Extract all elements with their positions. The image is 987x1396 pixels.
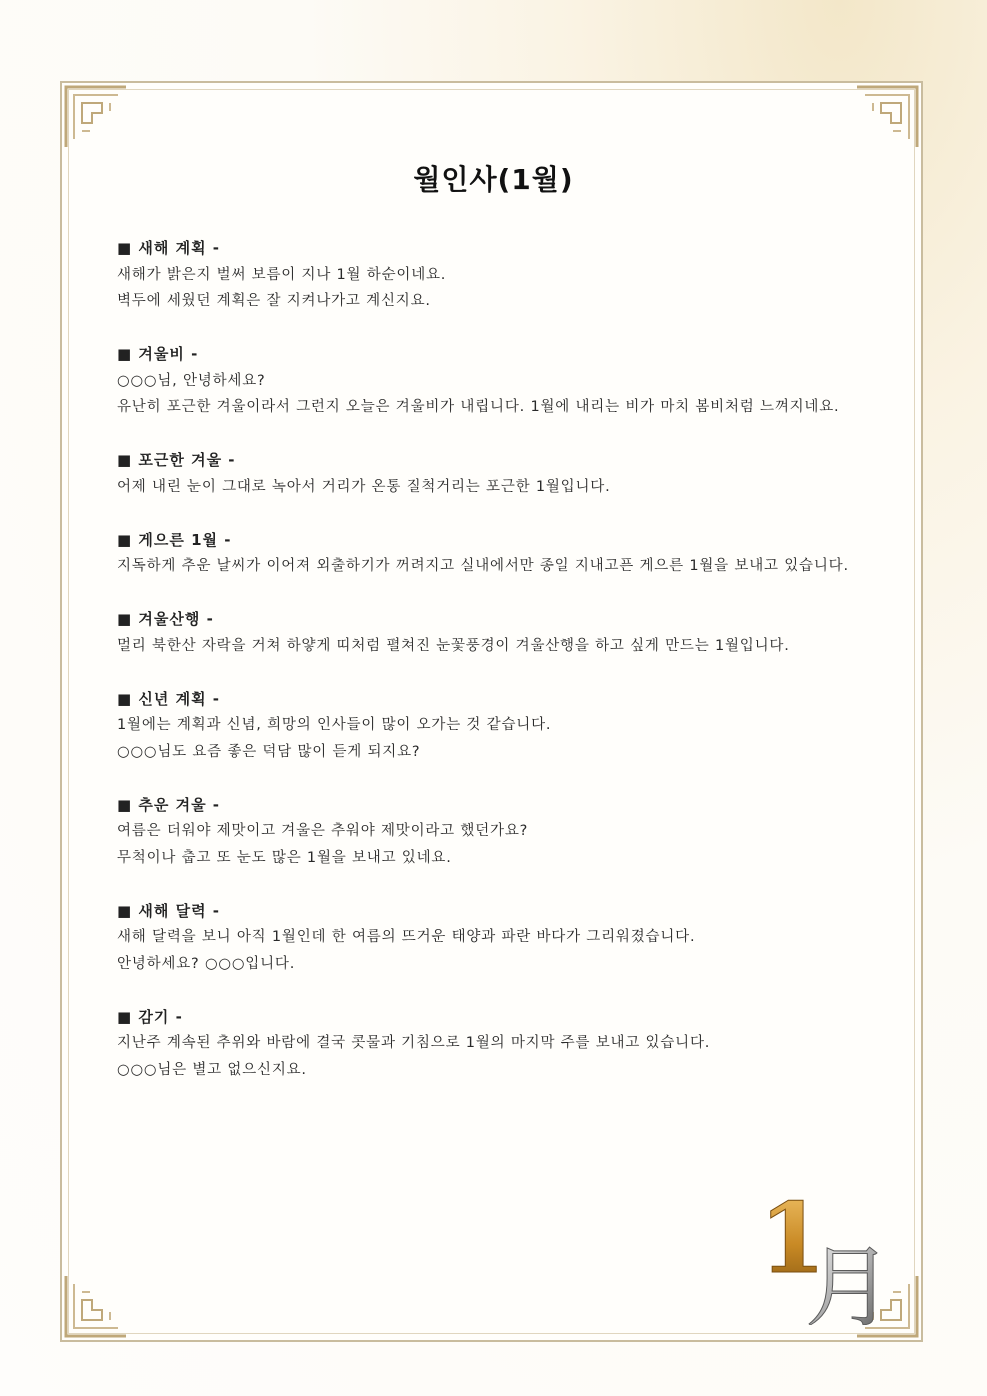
greeting-section [117,686,871,766]
section-line: 어제 내린 눈이 그대로 녹아서 거리가 온통 질척거리는 포근한 1월입니다. [117,478,611,495]
corner-ornament-icon [62,1272,130,1340]
section-line: 무척이나 춥고 또 눈도 많은 1월을 보내고 있네요. [117,849,452,866]
section-heading: ■ 감기 - [117,1007,183,1026]
month-mark [755,1180,895,1325]
corner-ornament-icon [853,83,921,151]
section-line: 멀리 북한산 자락을 거쳐 하얗게 띠처럼 펼쳐진 눈꽃풍경이 겨울산행을 하고 싶게 만드는 1월입니다. [117,637,790,654]
section-line: 벽두에 세웠던 계획은 잘 지켜나가고 계신지요. [117,293,431,309]
section-heading: ■ 추운 겨울 - [117,795,221,814]
section-line: 새해 달력을 보니 아직 1월인데 한 여름의 뜨거운 태양과 파란 바다가 그리워졌습니다. [117,929,696,945]
page-title: 월인사(1월) [413,163,574,196]
greeting-section [117,447,871,500]
greeting-section [117,235,871,315]
greetings-content [117,235,871,1110]
greeting-section [117,1004,871,1084]
greeting-section [117,898,871,978]
section-line: 지난주 계속된 추위와 바람에 결국 콧물과 기침으로 1월의 마지막 주를 보내고 있습니다. [117,1035,711,1051]
month-character: 月 [805,1236,894,1325]
section-heading: ■ 새해 달력 - [117,901,221,920]
greeting-section [117,341,871,421]
section-line: 유난히 포근한 겨울이라서 그런지 오늘은 겨울비가 내립니다. 1월에 내리는 비가 마치 봄비처럼 느껴지네요. [117,399,840,415]
section-heading: ■ 새해 계획 - [117,239,221,257]
section-line: 여름은 더워야 제맛이고 겨울은 추워야 제맛이라고 했던가요? [117,823,529,839]
section-line: ○○○님, 안녕하세요? [117,372,266,389]
section-line: 새해가 밝은지 벌써 보름이 지나 1월 하순이네요. [117,266,447,283]
section-heading: ■ 게으른 1월 - [117,530,232,549]
section-line: ○○○님은 별고 없으신지요. [117,1061,307,1078]
corner-ornament-icon [62,83,130,151]
section-line: 지독하게 추운 날씨가 이어져 외출하기가 꺼려지고 실내에서만 종일 지내고픈 게으른 1월을 보내고 있습니다. [117,558,849,574]
greeting-section [117,792,871,872]
greeting-section [117,606,871,659]
section-heading: ■ 포근한 겨울 - [117,451,236,469]
section-line: ○○○님도 요즘 좋은 덕담 많이 듣게 되지요? [117,743,421,760]
month-digit: 1 [759,1182,826,1295]
section-heading: ■ 신년 계획 - [117,689,221,708]
section-line: 1월에는 계획과 신념, 희망의 인사들이 많이 오가는 것 같습니다. [117,717,552,733]
section-heading: ■ 겨울산행 - [117,610,214,628]
greeting-section [117,527,871,580]
section-heading: ■ 겨울비 - [117,345,199,363]
section-line: 안녕하세요? ○○○입니다. [117,955,296,972]
